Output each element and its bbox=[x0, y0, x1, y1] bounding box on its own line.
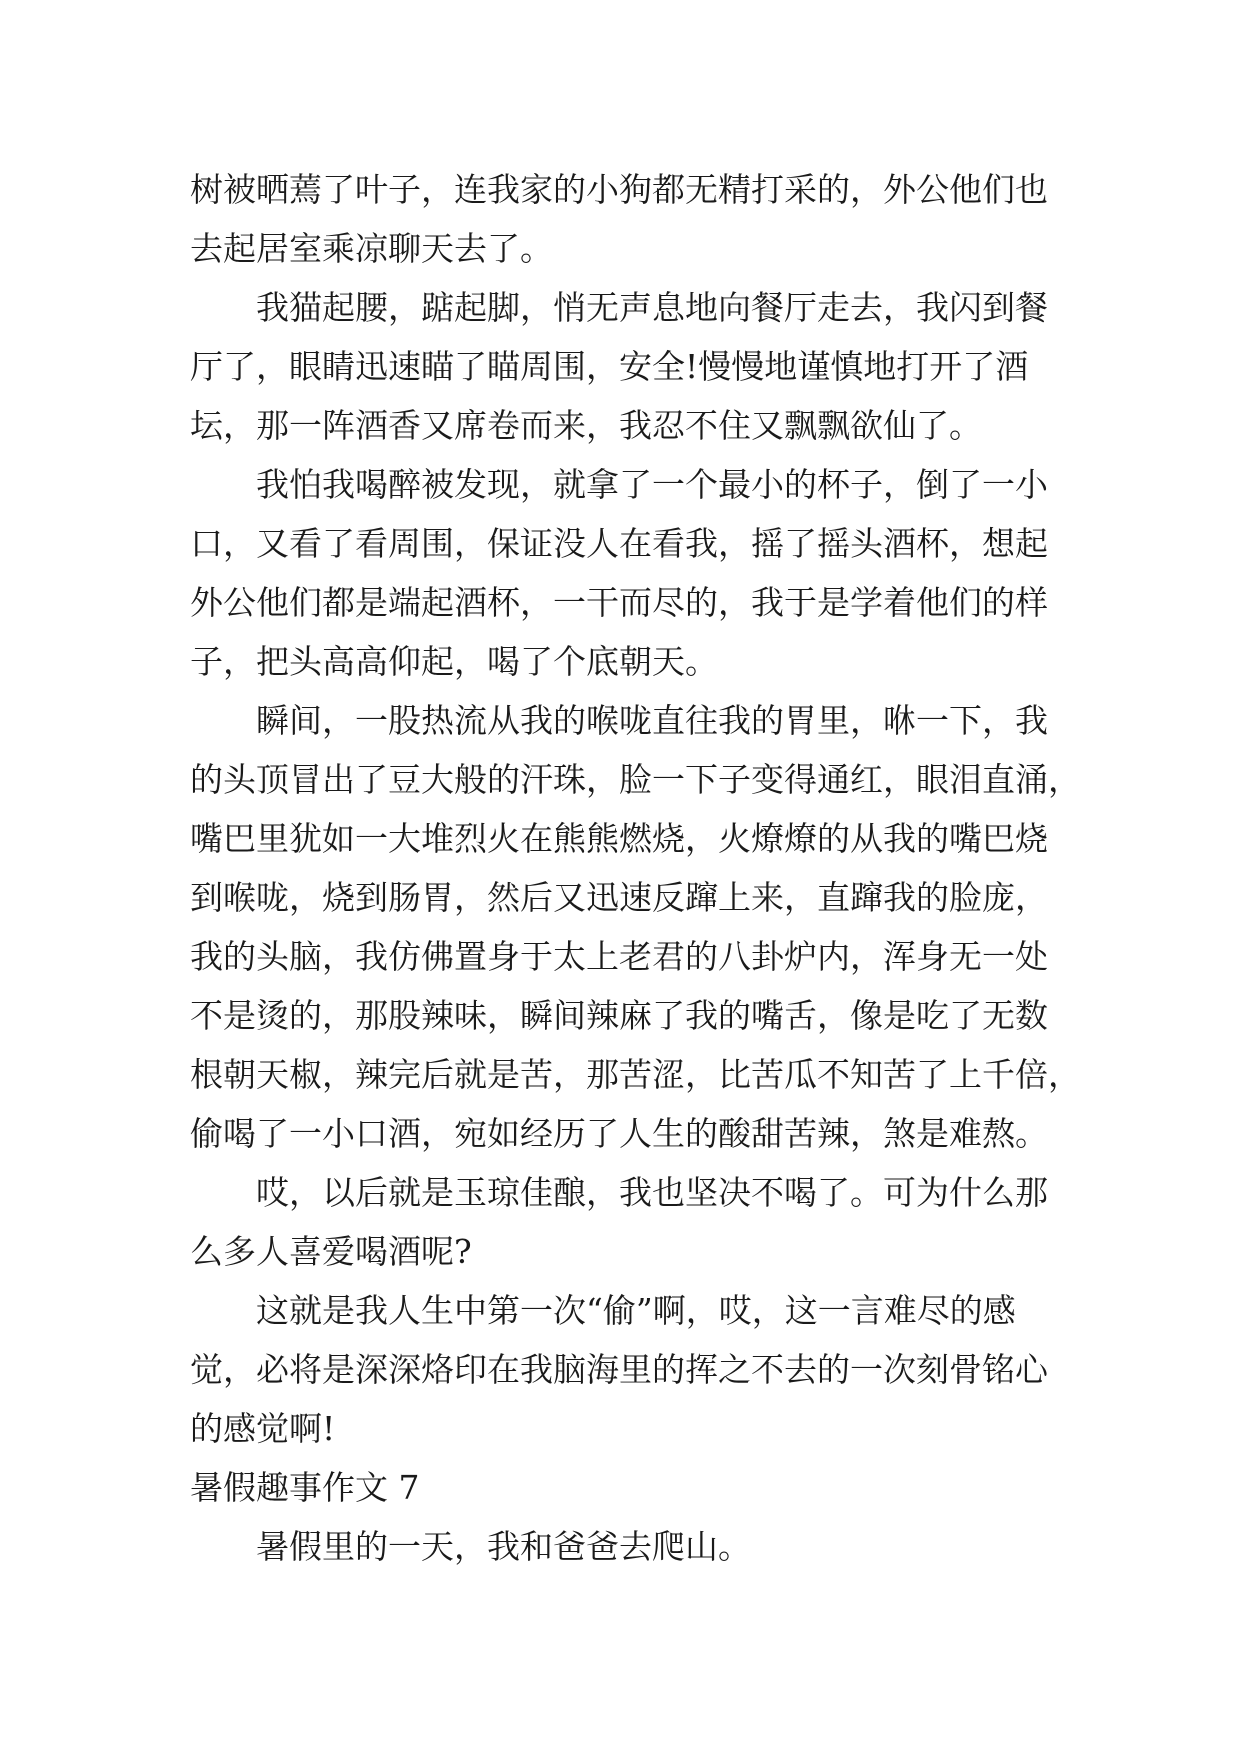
paragraph-3 bbox=[190, 455, 1090, 691]
line: 不是烫的，那股辣味，瞬间辣麻了我的嘴舌，像是吃了无数 bbox=[190, 996, 1048, 1035]
line: 么多人喜爱喝酒呢? bbox=[190, 1232, 472, 1271]
line: 我怕我喝醉被发现，就拿了一个最小的杯子，倒了一小 bbox=[256, 465, 1048, 504]
line: 偷喝了一小口酒，宛如经历了人生的酸甜苦辣，煞是难熬。 bbox=[190, 1114, 1048, 1153]
line: 嘴巴里犹如一大堆烈火在熊熊燃烧，火燎燎的从我的嘴巴烧 bbox=[190, 819, 1048, 858]
line: 外公他们都是端起酒杯，一干而尽的，我于是学着他们的样 bbox=[190, 583, 1048, 622]
line: 我的头脑，我仿佛置身于太上老君的八卦炉内，浑身无一处 bbox=[190, 937, 1048, 976]
paragraph-4 bbox=[190, 691, 1090, 1163]
line: 我猫起腰，踮起脚，悄无声息地向餐厅走去，我闪到餐 bbox=[256, 288, 1048, 327]
line: 的感觉啊! bbox=[190, 1409, 336, 1448]
line: 去起居室乘凉聊天去了。 bbox=[190, 229, 553, 268]
line: 子，把头高高仰起，喝了个底朝天。 bbox=[190, 642, 718, 681]
paragraph-6 bbox=[190, 1281, 1090, 1458]
document-body bbox=[190, 160, 1090, 1576]
line: 哎，以后就是玉琼佳酿，我也坚决不喝了。可为什么那 bbox=[256, 1173, 1048, 1212]
line: 瞬间，一股热流从我的喉咙直往我的胃里，咻一下，我 bbox=[256, 701, 1048, 740]
line: 树被晒蔫了叶子，连我家的小狗都无精打采的，外公他们也 bbox=[190, 170, 1048, 209]
paragraph-1 bbox=[190, 160, 1090, 278]
line: 这就是我人生中第一次“偷”啊，哎，这一言难尽的感 bbox=[256, 1291, 1016, 1330]
line: 到喉咙，烧到肠胃，然后又迅速反蹿上来，直蹿我的脸庞， bbox=[190, 878, 1048, 917]
section-heading: 暑假趣事作文 7 bbox=[190, 1468, 420, 1507]
paragraph-2 bbox=[190, 278, 1090, 455]
line: 口，又看了看周围，保证没人在看我，摇了摇头酒杯，想起 bbox=[190, 524, 1048, 563]
paragraph-7: 暑假里的一天，我和爸爸去爬山。 bbox=[256, 1527, 751, 1566]
line: 坛，那一阵酒香又席卷而来，我忍不住又飘飘欲仙了。 bbox=[190, 406, 982, 445]
line: 觉，必将是深深烙印在我脑海里的挥之不去的一次刻骨铭心 bbox=[190, 1350, 1048, 1389]
paragraph-5 bbox=[190, 1163, 1090, 1281]
line: 厅了，眼睛迅速瞄了瞄周围，安全!慢慢地谨慎地打开了酒 bbox=[190, 347, 1029, 386]
line: 的头顶冒出了豆大般的汗珠，脸一下子变得通红，眼泪直涌， bbox=[190, 760, 1081, 799]
line: 根朝天椒，辣完后就是苦，那苦涩，比苦瓜不知苦了上千倍， bbox=[190, 1055, 1081, 1094]
